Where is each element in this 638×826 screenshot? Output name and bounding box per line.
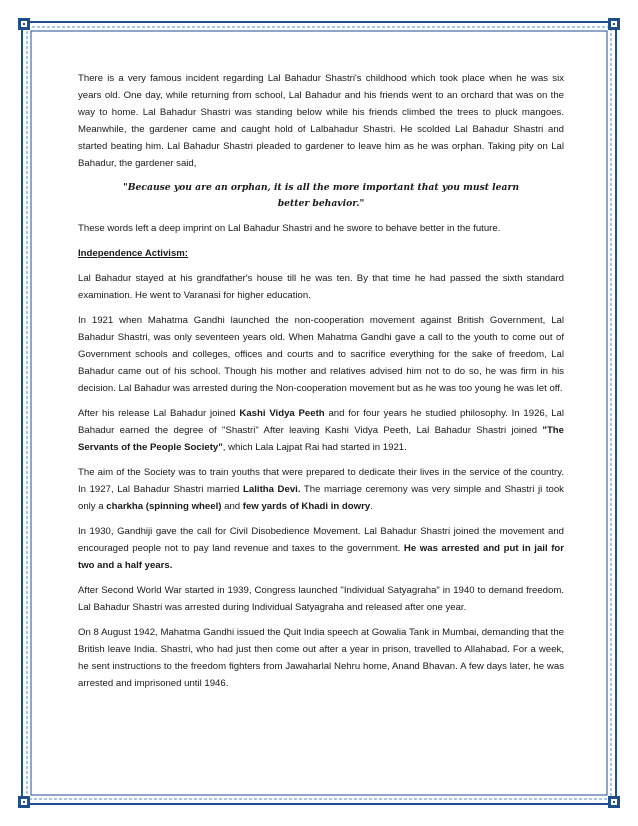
bold-khadi-dowry: few yards of Khadi in dowry: [242, 501, 371, 512]
quote-gardener: "Because you are an orphan, it is all the more important that you must learn better behavior.": [123, 182, 519, 209]
paragraph-society-marriage: [78, 464, 564, 515]
text-span: After his release Lal Bahadur joined: [78, 408, 240, 419]
bold-lalitha-devi: Lalitha Devi.: [243, 484, 301, 495]
text-span: , which Lala Lajpat Rai had started in 1921.: [222, 442, 407, 453]
paragraph-imprint: These words left a deep imprint on Lal Bahadur Shastri and he swore to behave better in the future.: [78, 223, 501, 234]
text-span: .: [370, 501, 373, 512]
text-span: The marriage ceremony was very simple and Shastri ji took only a: [78, 484, 564, 512]
bold-servants-society: "The Servants of the People Society": [78, 425, 564, 453]
text-span: The aim of the Society was to train youths that were prepared to dedicate their lives in the service of the country. In 1927, Lal Bahadur Shastri married: [78, 467, 564, 495]
paragraph-kashi-vidya-peeth: [78, 405, 564, 456]
corner-ornament-bottom-left: [18, 796, 30, 808]
corner-ornament-bottom-right: [608, 796, 620, 808]
corner-ornament-top-left: [18, 18, 30, 30]
text-span: and for four years he studied philosophy. In 1926, Lal Bahadur earned the degree of "Shastri" After leaving Kashi Vidya Peeth, Lal Bahadur Shastri joined: [78, 408, 564, 436]
paragraph-civil-disobedience: [78, 523, 564, 574]
paragraph-childhood: There is a very famous incident regarding Lal Bahadur Shastri's childhood which took place when he was six years old. One day, while returning from school, Lal Bahadur and his friends went to an orchard that was on the way to home. Lal Bahadur Shastri was standing below while his friends climbed the trees to pluck mangoes. Meanwhile, the gardener came and caught hold of Lalbahadur Shastri. He scolded Lal Bahadur Shastri and started beating him. Lal Bahadur Shastri pleaded to gardener to leave him as he was orphan. Taking pity on Lal Bahadur, the gardener said,: [78, 73, 564, 169]
paragraph-varanasi: Lal Bahadur stayed at his grandfather's house till he was ten. By that time he had passed the sixth standard examination. He went to Varanasi for higher education.: [78, 273, 564, 301]
paragraph-non-cooperation: In 1921 when Mahatma Gandhi launched the non-cooperation movement against British Government, Lal Bahadur Shastri, was only seventeen years old. When Mahatma Gandhi gave a call to the youth to come out of Government schools and colleges, offices and courts and to sacrifice everything for the sake of freedom, Lal Bahadur came out of his school. Though his mother and relatives advised him not to do so, he was firm in his decision. Lal Bahadur was arrested during the Non-cooperation movement but as he was too young he was let off.: [78, 315, 564, 394]
text-span: In 1930, Gandhiji gave the call for Civil Disobedience Movement. Lal Bahadur Shastri joined the movement and encouraged people not to pay land revenue and taxes to the government.: [78, 526, 564, 554]
document-body: [78, 70, 564, 700]
section-heading-independence: Independence Activism:: [78, 248, 188, 259]
bold-charkha: charkha (spinning wheel): [106, 501, 222, 512]
corner-ornament-top-right: [608, 18, 620, 30]
paragraph-quit-india: On 8 August 1942, Mahatma Gandhi issued the Quit India speech at Gowalia Tank in Mumbai, demanding that the British leave India. Shastri, who had just then come out after a year in prison, travelled to Allahabad. For a week, he sent instructions to the freedom fighters from Jawaharlal Nehru home, Anand Bhavan. A few days later, he was arrested and imprisoned until 1946.: [78, 627, 564, 689]
bold-arrested-jail: He was arrested and put in jail for two and a half years.: [78, 543, 565, 571]
paragraph-individual-satyagraha: After Second World War started in 1939, Congress launched "Individual Satyagraha" in 1940 to demand freedom. Lal Bahadur Shastri was arrested during Individual Satyagraha and released after one year.: [78, 585, 564, 613]
bold-kashi-vidya-peeth: Kashi Vidya Peeth: [239, 408, 325, 419]
text-span: and: [221, 501, 243, 512]
